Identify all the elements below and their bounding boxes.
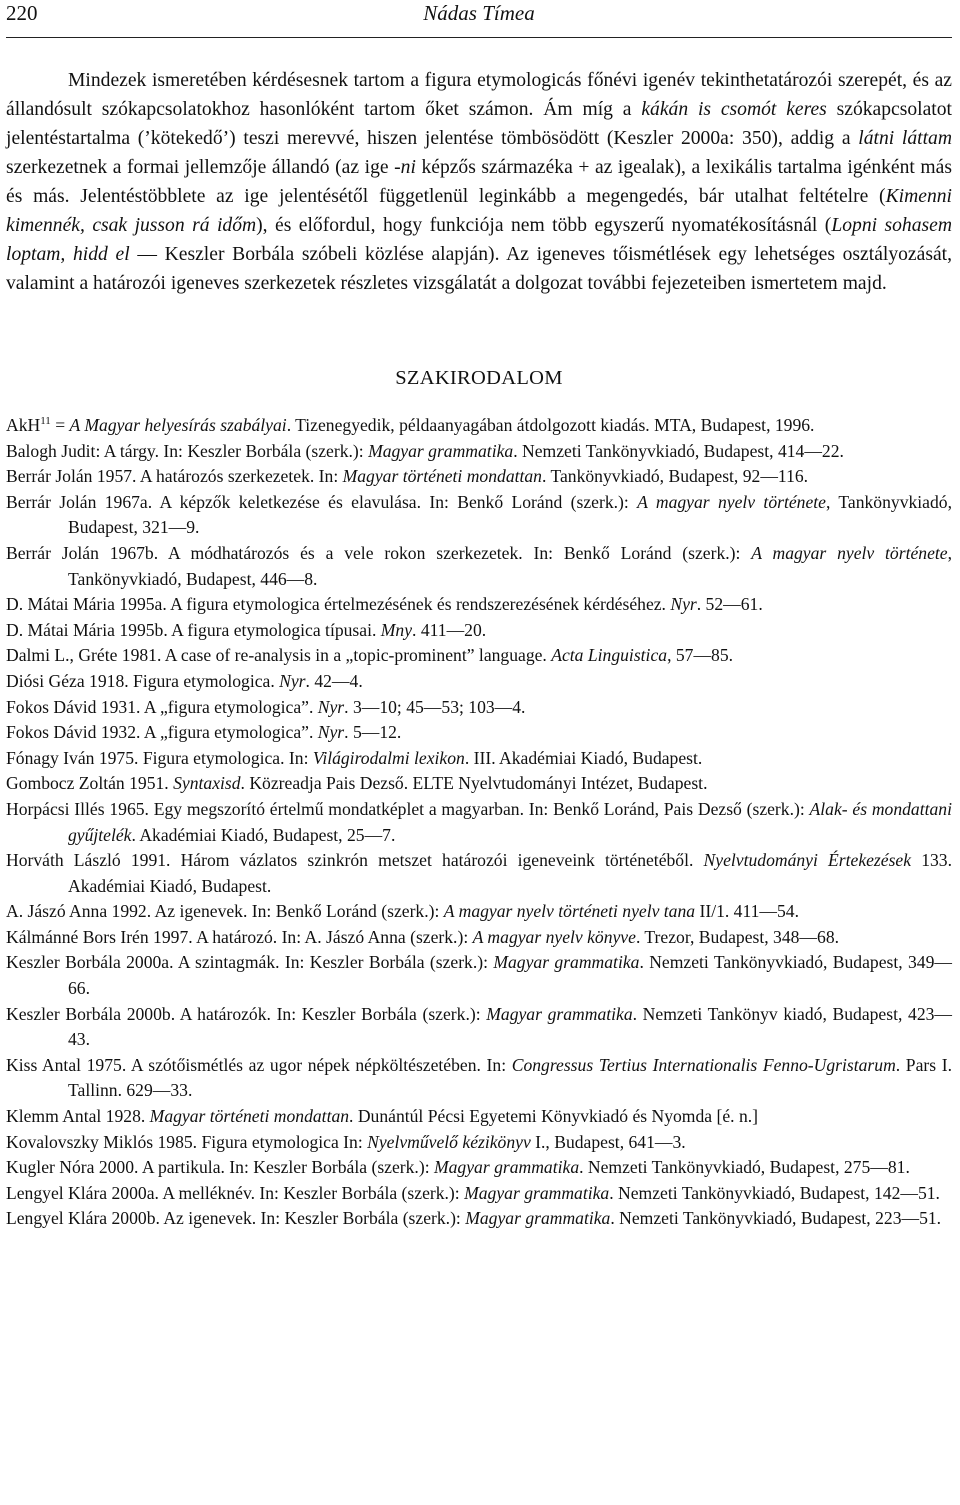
reference-entry [6, 1104, 952, 1130]
text-run: D. Mátai Mária 1995b. A figura etymologica típusai. [6, 619, 381, 640]
italic-text: Syntaxisd [173, 773, 241, 794]
text-run: Berrár Jolán 1967b. A módhatározós és a vele rokon szerkezetek. In: Benkő Loránd (szerk.): [6, 542, 752, 563]
text-run: . Nemzeti Tankönyv kiadó, Budapest, 423—43. [68, 1003, 953, 1050]
text-run: Balogh Judit: A tárgy. In: Keszler Borbála (szerk.): [6, 440, 369, 461]
italic-text: Magyar grammatika [368, 440, 514, 461]
reference-entry [6, 695, 952, 721]
document-page [6, 0, 952, 1232]
text-run: II/1. 411—54. [695, 901, 799, 922]
text-run: I., Budapest, 641—3. [530, 1131, 686, 1152]
italic-text: Nyelvművelő kézikönyv [367, 1131, 531, 1152]
reference-entry [6, 592, 952, 618]
italic-text: Magyar történeti mondattan [342, 466, 542, 487]
text-run: A. Jászó Anna 1992. Az igenevek. In: Benkő Loránd (szerk.): [6, 901, 444, 922]
page-header [6, 0, 952, 38]
text-run: Mindezek ismeretében kérdésesnek tartom a figura etymologicás főnévi igenév tekinthetatározói szerepét, és az állandósult szókapcsolatokhoz hasonlóként tartom őket számon. Ám míg a [6, 70, 952, 120]
italic-text: Nyr [279, 670, 306, 691]
text-run: Gombocz Zoltán 1951. [6, 773, 174, 794]
text-run: Kiss Antal 1975. A szótőismétlés az ugor népek népköltészetében. In: [6, 1054, 512, 1075]
page-number: 220 [6, 1, 38, 25]
reference-entry [6, 669, 952, 695]
text-run: . Nemzeti Tankönyvkiadó, Budapest, 414—22. [513, 440, 844, 461]
text-run: . Tankönyvkiadó, Budapest, 92—116. [541, 466, 809, 487]
text-run: . Közreadja Pais Dezső. ELTE Nyelvtudományi Intézet, Budapest. [240, 773, 708, 794]
text-run: 133. Akadémiai Kiadó, Budapest. [68, 850, 953, 896]
reference-entry [6, 771, 952, 797]
reference-entry [6, 464, 952, 490]
reference-entry [6, 618, 952, 644]
reference-entry [6, 490, 952, 541]
body-text [6, 66, 952, 298]
section-title: SZAKIRODALOM [395, 367, 563, 389]
reference-entry [6, 1155, 952, 1181]
text-run: . 52—61. [696, 594, 763, 615]
text-run: Keszler Borbála 2000a. A szintagmák. In: Keszler Borbála (szerk.): [6, 952, 494, 973]
text-run: . 411—20. [412, 619, 487, 640]
text-run: . Tizenegyedik, példaanyagában átdolgozott kiadás. MTA, Budapest, 1996. [286, 415, 815, 435]
superscript-text: 11 [40, 415, 51, 427]
text-run: . Nemzeti Tankönyvkiadó, Budapest, 349—66. [68, 952, 952, 999]
reference-entry [6, 541, 952, 592]
text-run: ), és előfordul, hogy funkciója nem több egyszerű nyomatékosításnál ( [256, 215, 832, 236]
italic-text: -ni [394, 157, 416, 178]
body-paragraph [6, 66, 952, 298]
text-run: képzős származéka + az igealak), a lexikális tartalma igénként más és más. Jelentéstöbblete az ige jelentésétől függetlenül leginkább a megengedés, bár utalhat feltételre ( [6, 157, 952, 207]
running-title: Nádas Tímea [423, 1, 535, 25]
text-run: Lengyel Klára 2000b. Az igenevek. In: Keszler Borbála (szerk.): [6, 1208, 466, 1229]
text-run: Diósi Géza 1918. Figura etymologica. [6, 670, 280, 691]
italic-text: A magyar nyelv története [637, 491, 826, 512]
italic-text: Acta Linguistica [551, 645, 668, 666]
text-run: , 57—85. [667, 645, 734, 666]
italic-text: Congressus Tertius Internationalis Fenno-Ugristarum [511, 1054, 896, 1075]
italic-text: A Magyar helyesírás szabályai [69, 415, 287, 435]
reference-entry [6, 643, 952, 669]
text-run: Kugler Nóra 2000. A partikula. In: Keszler Borbála (szerk.): [6, 1157, 434, 1178]
text-run: Horváth László 1991. Három vázlatos szinkrón metszet határozói igeneveink történetéből. [6, 850, 704, 871]
reference-entry [6, 439, 952, 465]
text-run: Fokos Dávid 1931. A „figura etymologica”. [6, 696, 318, 717]
reference-entry [6, 413, 952, 439]
reference-entry [6, 1206, 952, 1232]
text-run: D. Mátai Mária 1995a. A figura etymologica értelmezésének és rendszerezésének kérdéséhez. [6, 594, 671, 615]
italic-text: Magyar grammatika [486, 1003, 633, 1024]
text-run: . Nemzeti Tankönyvkiadó, Budapest, 223—51. [610, 1208, 942, 1229]
text-run: . Trezor, Budapest, 348—68. [635, 926, 840, 947]
italic-text: látni láttam [858, 128, 952, 149]
text-run: Lengyel Klára 2000a. A melléknév. In: Keszler Borbála (szerk.): [6, 1182, 465, 1203]
italic-text: A magyar nyelv történeti nyelv tana [443, 901, 696, 922]
italic-text: A magyar nyelv könyve [472, 926, 636, 947]
reference-entry [6, 1053, 952, 1104]
italic-text: Magyar grammatika [493, 952, 640, 973]
text-run: Fónagy Iván 1975. Figura etymologica. In: [6, 747, 313, 768]
text-run: . 5—12. [344, 722, 402, 743]
italic-text: Magyar grammatika [433, 1157, 580, 1178]
text-run: — Keszler Borbála szóbeli közlése alapján). Az igeneves tőismétlések egy lehetséges osztályozását, valamint a határozói igeneves szerkezetek részletes vizsgálatát a dolgozat további fejezeteiben ismertetem majd. [6, 244, 952, 294]
reference-entry [6, 899, 952, 925]
text-run: szókapcsolatot jelentéstartalma (’kötekedő’) teszi merevvé, hiszen jelentése tömbösödött (Keszler 2000a: 350), addig a [6, 99, 952, 149]
reference-entry [6, 1181, 952, 1207]
text-run: Berrár Jolán 1967a. A képzők keletkezése és elavulása. In: Benkő Loránd (szerk.): [6, 491, 638, 512]
italic-text: kákán is csomót keres [641, 99, 827, 120]
text-run: . Akadémiai Kiadó, Budapest, 25—7. [131, 824, 396, 845]
italic-text: Nyr [670, 594, 697, 615]
text-run: . Pars I. Tallinn. 629—33. [68, 1054, 952, 1101]
italic-text: Mny [380, 619, 413, 640]
italic-text: Nyr [317, 696, 345, 717]
reference-entry [6, 925, 952, 951]
reference-entry [6, 797, 952, 848]
reference-list [6, 413, 952, 1232]
text-run: = [50, 415, 70, 435]
text-run: . 42—4. [305, 670, 363, 691]
italic-text: Lopni sohasem loptam, hidd el [6, 215, 952, 265]
italic-text: Magyar grammatika [464, 1182, 610, 1203]
text-run: szerkezetnek a formai jellemzője állandó (az ige [6, 157, 395, 178]
text-run: , Tankönyvkiadó, Budapest, 321—9. [68, 491, 952, 538]
italic-text: Alak- és mondattani gyűjtelék [68, 798, 952, 845]
reference-entry [6, 950, 952, 1001]
text-run: . Nemzeti Tankönyvkiadó, Budapest, 275—81. [579, 1157, 910, 1178]
text-run: . III. Akadémiai Kiadó, Budapest. [464, 747, 703, 768]
text-run: AkH [6, 415, 41, 435]
reference-entry [6, 720, 952, 746]
text-run: Klemm Antal 1928. [6, 1106, 150, 1127]
text-run: Horpácsi Illés 1965. Egy megszorító értelmű mondatképlet a magyarban. In: Benkő Loránd, Pais Dezső (szerk.): [6, 798, 810, 819]
italic-text: A magyar nyelv története [751, 542, 948, 563]
reference-entry [6, 746, 952, 772]
italic-text: Nyr [317, 722, 345, 743]
text-run: . Nemzeti Tankönyvkiadó, Budapest, 142—51. [609, 1182, 940, 1203]
italic-text: Magyar grammatika [465, 1208, 611, 1229]
reference-entry [6, 1002, 952, 1053]
text-run: Kálmánné Bors Irén 1997. A határozó. In: A. Jászó Anna (szerk.): [6, 926, 473, 947]
italic-text: Kimenni kimennék, csak jusson rá időm [6, 186, 952, 236]
reference-entry [6, 848, 952, 899]
text-run: Dalmi L., Gréte 1981. A case of re-analysis in a „topic-prominent” language. [6, 645, 552, 666]
italic-text: Nyelvtudományi Értekezések [703, 850, 912, 871]
reference-entry [6, 1130, 952, 1156]
italic-text: Világirodalmi lexikon [312, 747, 465, 768]
text-run: . 3—10; 45—53; 103—4. [344, 696, 526, 717]
text-run: Kovalovszky Miklós 1985. Figura etymologica In: [6, 1131, 368, 1152]
text-run: Berrár Jolán 1957. A határozós szerkezetek. In: [6, 466, 343, 487]
text-run: . Dunántúl Pécsi Egyetemi Könyvkiadó és Nyomda [é. n.] [349, 1106, 759, 1127]
text-run: Keszler Borbála 2000b. A határozók. In: Keszler Borbála (szerk.): [6, 1003, 487, 1024]
text-run: Fokos Dávid 1932. A „figura etymologica”. [6, 722, 318, 743]
text-run: , Tankönyvkiadó, Budapest, 446—8. [68, 542, 952, 589]
italic-text: Magyar történeti mondattan [149, 1106, 350, 1127]
